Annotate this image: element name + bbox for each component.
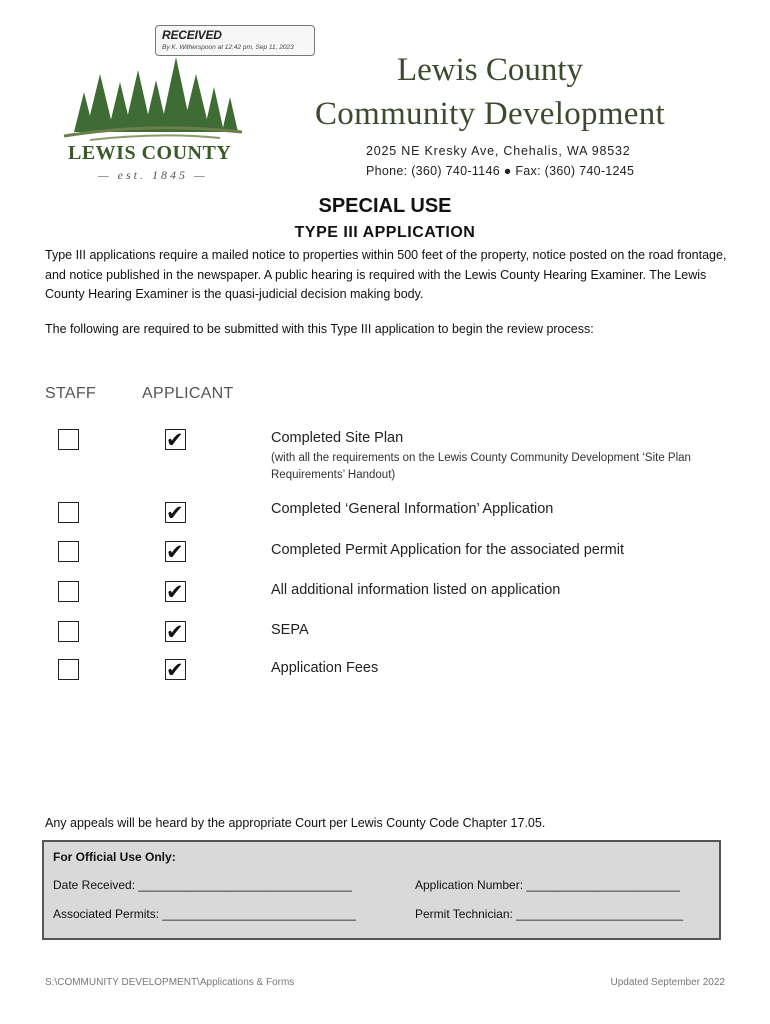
date-received-field[interactable]: Date Received: ________________________________ bbox=[53, 878, 352, 892]
footer-updated: Updated September 2022 bbox=[610, 977, 725, 988]
requirements-intro: The following are required to be submitted with this Type III application to begin the review process: bbox=[45, 322, 594, 336]
stamp-subtitle: By K. Witherspoon at 12:42 pm, Sep 11, 2023 bbox=[162, 44, 294, 51]
checklist-item-additional-info: All additional information listed on application bbox=[271, 582, 561, 598]
checklist-item-site-plan: Completed Site Plan bbox=[271, 430, 404, 446]
checklist-item-sepa: SEPA bbox=[271, 622, 309, 638]
applicant-checkbox-site-plan[interactable] bbox=[165, 429, 186, 450]
intro-paragraph: Type III applications require a mailed notice to properties within 500 feet of the property, notice posted on the road frontage, and notice published in the newspaper. A public hearing is required with the Lewis County Hearing Examiner. The Lewis County Hearing Examiner is the quasi-judicial decision making body. bbox=[45, 248, 727, 301]
staff-checkbox-permit-application[interactable] bbox=[58, 541, 79, 562]
org-name-line1: Lewis County bbox=[396, 52, 584, 88]
checkmark-icon: ✔ bbox=[166, 658, 184, 682]
footer-file-path: S:\COMMUNITY DEVELOPMENT\Applications & Forms bbox=[45, 977, 295, 988]
applicant-checkbox-additional-info[interactable] bbox=[165, 581, 186, 602]
applicant-column-header: APPLICANT bbox=[142, 385, 234, 402]
org-phone: Phone: (360) 740-1146 ● Fax: (360) 740-1245 bbox=[366, 164, 635, 178]
document-subtitle: TYPE III APPLICATION bbox=[294, 224, 476, 241]
lewis-county-logo bbox=[60, 52, 246, 182]
checklist-item-site-plan-note: (with all the requirements on the Lewis County Community Development ‘Site Plan Requirements’ Handout) bbox=[271, 452, 691, 481]
logo-established: — est. 1845 — bbox=[98, 168, 208, 182]
appeal-note: Any appeals will be heard by the appropriate Court per Lewis County Code Chapter 17.05. bbox=[45, 816, 546, 830]
org-name-line2: Community Development bbox=[314, 96, 665, 132]
org-address: 2025 NE Kresky Ave, Chehalis, WA 98532 bbox=[366, 144, 631, 158]
staff-column-header: STAFF bbox=[45, 385, 96, 402]
checkmark-icon: ✔ bbox=[166, 580, 184, 604]
checkmark-icon: ✔ bbox=[166, 620, 184, 644]
applicant-checkbox-fees[interactable] bbox=[165, 659, 186, 680]
checklist-item-fees: Application Fees bbox=[271, 660, 379, 676]
staff-checkbox-sepa[interactable] bbox=[58, 621, 79, 642]
applicant-checkbox-general-info[interactable] bbox=[165, 502, 186, 523]
official-use-title: For Official Use Only: bbox=[53, 850, 176, 864]
staff-checkbox-general-info[interactable] bbox=[58, 502, 79, 523]
document-title: SPECIAL USE bbox=[318, 195, 452, 217]
checklist-item-general-info: Completed ‘General Information’ Application bbox=[271, 501, 554, 517]
pine-trees-icon bbox=[60, 52, 246, 142]
application-number-field[interactable]: Application Number: _______________________ bbox=[415, 878, 680, 892]
staff-checkbox-additional-info[interactable] bbox=[58, 581, 79, 602]
applicant-checkbox-permit-application[interactable] bbox=[165, 541, 186, 562]
logo-name: LEWIS COUNTY bbox=[68, 142, 232, 164]
checkmark-icon: ✔ bbox=[166, 540, 184, 564]
staff-checkbox-site-plan[interactable] bbox=[58, 429, 79, 450]
checkmark-icon: ✔ bbox=[166, 501, 184, 525]
applicant-checkbox-sepa[interactable] bbox=[165, 621, 186, 642]
stamp-title: RECEIVED bbox=[162, 28, 222, 42]
associated-permits-field[interactable]: Associated Permits: _____________________________ bbox=[53, 907, 356, 921]
checkmark-icon: ✔ bbox=[166, 428, 184, 452]
official-use-box bbox=[42, 840, 721, 940]
checklist-item-permit-application: Completed Permit Application for the associated permit bbox=[271, 542, 625, 558]
staff-checkbox-fees[interactable] bbox=[58, 659, 79, 680]
permit-technician-field[interactable]: Permit Technician: _________________________ bbox=[415, 907, 684, 921]
